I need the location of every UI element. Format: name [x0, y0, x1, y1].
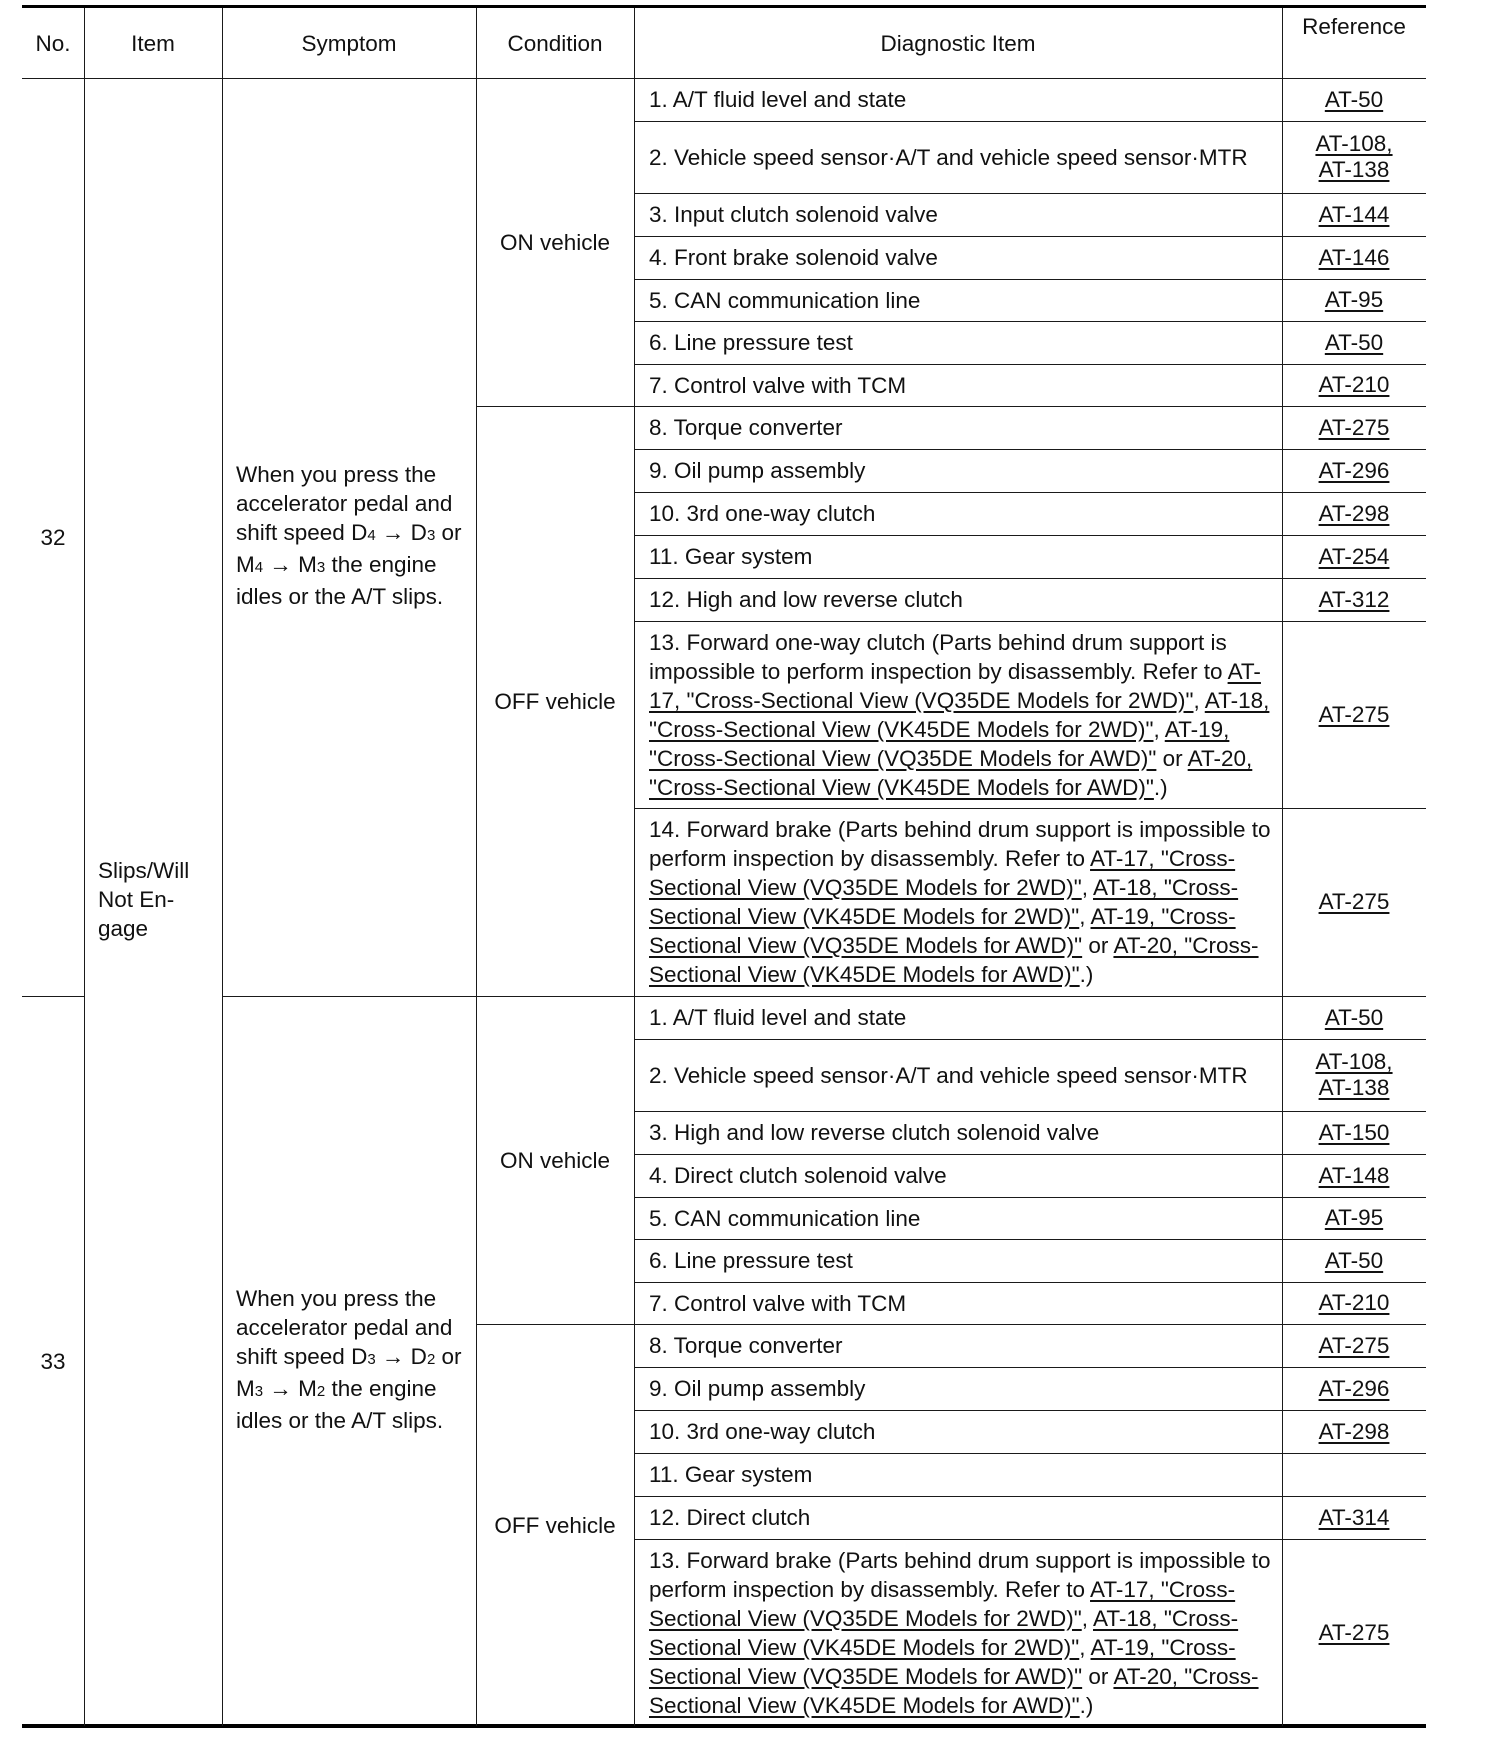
group-33-symptom-text: When you press the accelerator pedal and shift speed D3 → D2 or M3 → M2 the engine idles or the A/T slips.: [236, 1286, 462, 1433]
diagnostic-item-text: 13. Forward brake (Parts behind drum support is impossible to perform inspection by disassembly. Refer to AT-17, "Cross-Sectional View (VQ35DE Models for 2WD)", AT-18, "Cross-Sectional View (VK45DE Models for 2WD)", AT-19, "Cross-Sectional View (VQ35DE Models for AWD)" or AT-20, "Cross-Sectional View (VK45DE Models for AWD)".): [649, 1547, 1271, 1718]
diagnostic-item-cell: [634, 578, 1282, 621]
reference-cell: [1282, 1039, 1426, 1111]
condition-on-label: ON vehicle: [499, 229, 611, 255]
row-divider: [634, 1496, 1426, 1497]
reference-cell: [1282, 78, 1426, 121]
diagnostic-item-text: 5. CAN communication line: [649, 287, 921, 313]
reference-link[interactable]: AT-138: [1318, 1075, 1390, 1100]
reference-cell: [1282, 406, 1426, 449]
reference-link[interactable]: AT-50: [1324, 329, 1384, 355]
diagnostic-item-text: 4. Direct clutch solenoid valve: [649, 1163, 947, 1188]
row-divider: [634, 1239, 1426, 1240]
diagnostic-item-text: 1. A/T fluid level and state: [649, 87, 907, 112]
diagnostic-item-cell: [634, 996, 1282, 1039]
diagnostic-item-cell: [634, 364, 1282, 406]
reference-cell: [1282, 449, 1426, 492]
diagnostic-item-text: 10. 3rd one-way clutch: [649, 1419, 876, 1444]
header-diagnostic-item: [634, 8, 1282, 78]
row-divider: [634, 621, 1426, 622]
group-33-symptom: [236, 1284, 471, 1435]
reference-cell: [1282, 279, 1426, 321]
row-divider: [634, 1039, 1426, 1040]
reference-link[interactable]: AT-138: [1318, 157, 1390, 182]
diagnostic-item-text: 3. Input clutch solenoid valve: [649, 202, 938, 227]
cross-reference-link[interactable]: AT-18, "Cross-Sectional View (VK45DE Models for 2WD)": [649, 687, 1270, 742]
diagnostic-item-cell: [634, 1539, 1282, 1726]
cross-reference-link[interactable]: AT-17, "Cross-Sectional View (VQ35DE Models for 2WD)": [649, 658, 1261, 713]
group-32-condition-on: [476, 78, 634, 406]
header-symptom: [222, 8, 476, 78]
reference-link[interactable]: AT-108,: [1315, 1049, 1393, 1074]
diagnostic-item-text: 10. 3rd one-way clutch: [649, 501, 876, 526]
group-32-symptom: [236, 460, 471, 611]
diagnostic-item-cell: [634, 535, 1282, 578]
diagnostic-item-cell: [634, 1111, 1282, 1154]
row-divider: [634, 449, 1426, 450]
item-label: Slips/Will Not En- gage: [98, 858, 190, 941]
diagnostic-item-text: 3. High and low reverse clutch solenoid valve: [649, 1120, 1100, 1145]
diagnostic-item-text: 6. Line pressure test: [649, 1248, 853, 1273]
reference-cell: [1282, 1197, 1426, 1239]
header-item-label: Item: [131, 30, 175, 56]
reference-link[interactable]: AT-50: [1324, 1247, 1384, 1273]
row-divider: [634, 1111, 1426, 1112]
reference-link[interactable]: AT-275: [1318, 889, 1390, 914]
row-divider: [634, 321, 1426, 322]
group-33-condition-off: [476, 1324, 634, 1726]
diagnostic-item-cell: [634, 279, 1282, 321]
reference-cell: [1282, 1282, 1426, 1324]
reference-cell: [1282, 1111, 1426, 1154]
group-33-no-label: 33: [40, 1348, 66, 1374]
table-rule: [222, 996, 1426, 997]
reference-link[interactable]: AT-146: [1318, 244, 1390, 270]
group-32-no-label: 32: [40, 524, 66, 550]
cross-reference-link[interactable]: AT-20, "Cross-Sectional View (VK45DE Models for AWD)": [649, 1663, 1259, 1718]
diagnostic-item-cell: [634, 808, 1282, 996]
reference-link[interactable]: AT-296: [1318, 1375, 1390, 1401]
diagnostic-item-cell: [634, 1324, 1282, 1367]
diagnostic-item-text: 5. CAN communication line: [649, 1205, 921, 1231]
reference-link[interactable]: AT-298: [1318, 1418, 1390, 1444]
header-item: [84, 8, 222, 78]
cross-reference-link[interactable]: AT-19, "Cross-Sectional View (VQ35DE Models for AWD)": [649, 1634, 1236, 1689]
reference-link[interactable]: AT-210: [1318, 1290, 1390, 1315]
cross-reference-link[interactable]: AT-20, "Cross-Sectional View (VK45DE Models for AWD)": [649, 745, 1253, 800]
table-rule: [22, 78, 1426, 79]
item-cell: [98, 856, 208, 943]
row-divider: [634, 578, 1426, 579]
diagnostic-item-cell: [634, 1039, 1282, 1111]
reference-link[interactable]: AT-275: [1318, 1619, 1390, 1645]
reference-cell: [1282, 1453, 1426, 1496]
reference-link[interactable]: AT-144: [1318, 201, 1390, 227]
group-32-condition-off: [476, 406, 634, 996]
diagnostic-item-text: 7. Control valve with TCM: [649, 1290, 907, 1316]
diagnostic-item-cell: [634, 321, 1282, 364]
diagnostic-item-cell: [634, 1282, 1282, 1324]
diagnostic-item-text: 9. Oil pump assembly: [649, 458, 866, 483]
reference-link[interactable]: AT-275: [1318, 701, 1390, 727]
column-rule: [84, 8, 85, 1726]
diagnostic-item-cell: [634, 78, 1282, 121]
header-symptom-label: Symptom: [301, 30, 397, 56]
table-rule: [22, 1724, 1426, 1728]
diagnostic-item-cell: [634, 121, 1282, 193]
reference-cell: [1282, 1154, 1426, 1197]
row-divider: [634, 535, 1426, 536]
reference-link[interactable]: AT-275: [1318, 1332, 1390, 1358]
header-condition: [476, 8, 634, 78]
cross-reference-link[interactable]: AT-19, "Cross-Sectional View (VQ35DE Models for AWD)": [649, 904, 1236, 958]
row-divider: [634, 1324, 1426, 1325]
reference-link[interactable]: AT-298: [1318, 500, 1390, 526]
header-diagnostic-label: Diagnostic Item: [880, 30, 1036, 56]
row-divider: [634, 1367, 1426, 1368]
group-32-symptom-text: When you press the accelerator pedal and shift speed D4 → D3 or M4 → M3 the engine idles or the A/T slips.: [236, 462, 462, 609]
cross-reference-link[interactable]: AT-19, "Cross-Sectional View (VQ35DE Models for AWD)": [649, 716, 1230, 771]
diagnostic-item-cell: [634, 1154, 1282, 1197]
row-divider: [634, 492, 1426, 493]
diagnostic-item-text: 14. Forward brake (Parts behind drum support is impossible to perform inspection by disassembly. Refer to AT-17, "Cross-Sectional View (VQ35DE Models for 2WD)", AT-18, "Cross-Sectional View (VK45DE Models for 2WD)", AT-19, "Cross-Sectional View (VQ35DE Models for AWD)" or AT-20, "Cross-Sectional View (VK45DE Models for AWD)".): [649, 817, 1271, 987]
reference-cell: [1282, 321, 1426, 364]
reference-link[interactable]: AT-275: [1318, 414, 1390, 440]
table-rule: [476, 406, 634, 407]
column-rule: [222, 8, 223, 1726]
header-no: [22, 8, 84, 78]
cross-reference-link[interactable]: AT-18, "Cross-Sectional View (VK45DE Models for 2WD)": [649, 875, 1239, 929]
reference-cell: [1282, 1239, 1426, 1282]
reference-link[interactable]: AT-95: [1324, 287, 1384, 312]
row-divider: [634, 1539, 1426, 1540]
diagnostic-item-cell: [634, 1239, 1282, 1282]
row-divider: [634, 236, 1426, 237]
cross-reference-link[interactable]: AT-17, "Cross-Sectional View (VQ35DE Models for 2WD)": [649, 846, 1236, 900]
reference-link[interactable]: AT-296: [1318, 457, 1390, 483]
column-rule: [476, 8, 477, 1726]
reference-cell: [1282, 364, 1426, 406]
condition-off-label: OFF vehicle: [494, 688, 616, 714]
diagnostic-item-text: 2. Vehicle speed sensor·A/T and vehicle speed sensor·MTR: [649, 1062, 1248, 1088]
reference-cell: [1282, 578, 1426, 621]
reference-cell: [1282, 1539, 1426, 1726]
reference-cell: [1282, 236, 1426, 279]
header-reference-label: Reference: [1302, 14, 1406, 39]
reference-cell: [1282, 492, 1426, 535]
row-divider: [634, 1453, 1426, 1454]
diagnostic-item-text: 4. Front brake solenoid valve: [649, 245, 938, 270]
reference-cell: [1282, 808, 1426, 996]
row-divider: [634, 1154, 1426, 1155]
column-rule: [634, 8, 635, 1726]
reference-cell: [1282, 1410, 1426, 1453]
condition-off-label: OFF vehicle: [494, 1512, 616, 1538]
diagnostic-item-cell: [634, 621, 1282, 808]
diagnostic-item-cell: [634, 1453, 1282, 1496]
diagnostic-item-text: 2. Vehicle speed sensor·A/T and vehicle speed sensor·MTR: [649, 144, 1248, 170]
diagnostic-item-text: 1. A/T fluid level and state: [649, 1005, 907, 1030]
row-divider: [634, 406, 1426, 407]
diagnostic-item-text: 13. Forward one-way clutch (Parts behind drum support is impossible to perform inspection by disassembly. Refer to AT-17, "Cross-Sectional View (VQ35DE Models for 2WD)", AT-18, "Cross-Sectional View (VK45DE Models for 2WD)", AT-19, "Cross-Sectional View (VQ35DE Models for AWD)" or AT-20, "Cross-Sectional View (VK45DE Models for AWD)".): [649, 629, 1270, 800]
row-divider: [634, 121, 1426, 122]
diagnostic-item-text: 8. Torque converter: [649, 415, 843, 440]
row-divider: [634, 279, 1426, 280]
diagnostic-item-text: 12. Direct clutch: [649, 1505, 811, 1530]
reference-link[interactable]: AT-210: [1318, 372, 1390, 397]
reference-link[interactable]: AT-150: [1318, 1119, 1390, 1145]
reference-cell: [1282, 621, 1426, 808]
table-rule: [476, 1324, 634, 1325]
row-divider: [634, 193, 1426, 194]
table-rule: [22, 5, 1426, 8]
table-rule: [22, 996, 84, 997]
diagnostic-item-cell: [634, 1496, 1282, 1539]
reference-cell: [1282, 1367, 1426, 1410]
group-32-no: [22, 78, 84, 996]
reference-link[interactable]: AT-148: [1318, 1162, 1390, 1188]
header-reference: [1282, 12, 1426, 52]
diagnostic-item-cell: [634, 492, 1282, 535]
group-33-condition-on: [476, 996, 634, 1324]
reference-cell: [1282, 193, 1426, 236]
diagnostic-item-cell: [634, 1410, 1282, 1453]
reference-link[interactable]: AT-50: [1324, 1004, 1384, 1030]
diagnostic-item-cell: [634, 449, 1282, 492]
diagnostic-item-text: 9. Oil pump assembly: [649, 1376, 866, 1401]
diagnostic-item-text: 11. Gear system: [649, 1462, 813, 1487]
cross-reference-link[interactable]: AT-18, "Cross-Sectional View (VK45DE Models for 2WD)": [649, 1605, 1239, 1660]
diagnostic-item-cell: [634, 1197, 1282, 1239]
condition-on-label: ON vehicle: [499, 1147, 611, 1173]
row-divider: [634, 364, 1426, 365]
diagnostic-item-text: 11. Gear system: [649, 544, 813, 569]
diagnostic-item-cell: [634, 1367, 1282, 1410]
column-rule: [1282, 8, 1283, 1726]
reference-cell: [1282, 996, 1426, 1039]
reference-link[interactable]: AT-95: [1324, 1205, 1384, 1230]
group-33-no: [22, 996, 84, 1726]
row-divider: [634, 808, 1426, 809]
reference-link[interactable]: AT-50: [1324, 86, 1384, 112]
row-divider: [634, 1282, 1426, 1283]
diagnostic-item-text: 6. Line pressure test: [649, 330, 853, 355]
reference-link[interactable]: AT-314: [1318, 1504, 1390, 1530]
reference-cell: [1282, 1496, 1426, 1539]
row-divider: [634, 1410, 1426, 1411]
header-no-label: No.: [35, 30, 71, 56]
diagnostic-item-cell: [634, 193, 1282, 236]
row-divider: [634, 1197, 1426, 1198]
diagnostic-item-cell: [634, 236, 1282, 279]
reference-link[interactable]: AT-108,: [1315, 131, 1393, 156]
reference-link[interactable]: AT-312: [1318, 586, 1390, 612]
cross-reference-link[interactable]: AT-17, "Cross-Sectional View (VQ35DE Models for 2WD)": [649, 1576, 1236, 1631]
cross-reference-link[interactable]: AT-20, "Cross-Sectional View (VK45DE Models for AWD)": [649, 933, 1259, 987]
reference-cell: [1282, 535, 1426, 578]
reference-cell: [1282, 121, 1426, 193]
diagnostic-item-text: 8. Torque converter: [649, 1333, 843, 1358]
diagnostic-item-text: 12. High and low reverse clutch: [649, 587, 963, 612]
diagnostic-item-cell: [634, 406, 1282, 449]
reference-cell: [1282, 1324, 1426, 1367]
reference-link[interactable]: AT-254: [1318, 543, 1390, 569]
diagnostic-item-text: 7. Control valve with TCM: [649, 372, 907, 398]
header-condition-label: Condition: [507, 30, 603, 56]
